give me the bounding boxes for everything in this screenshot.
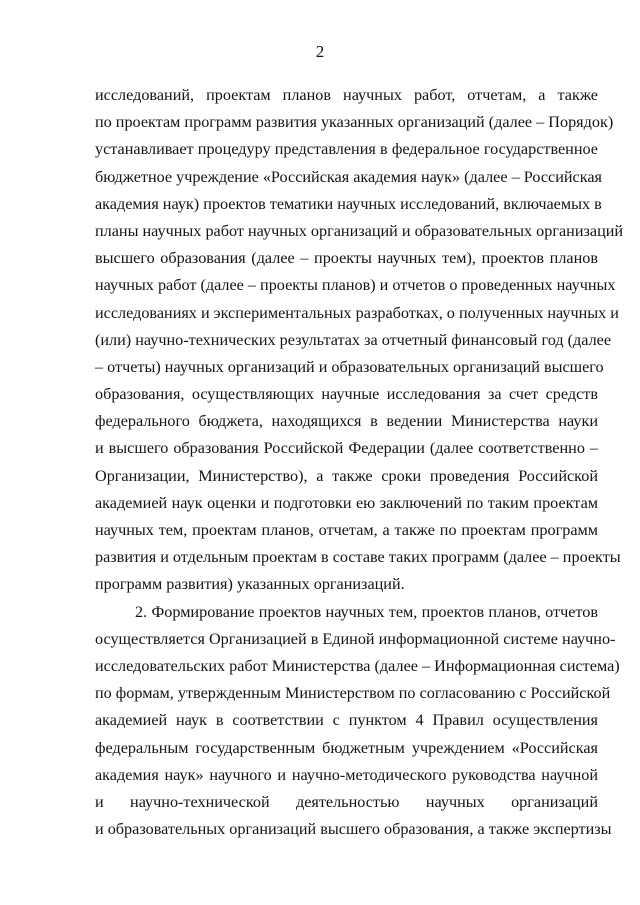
text-line: исследованиях и экспериментальных разработках, о полученных научных и — [95, 303, 619, 322]
text-line: и научно-технической деятельностью научных организаций — [95, 792, 598, 811]
text-line: осуществляется Организацией в Единой информационной системе научно- — [95, 629, 616, 648]
text-line: (или) научно-технических результатах за отчетный финансовый год (далее — [95, 330, 612, 349]
text-line: и образовательных организаций высшего образования, а также экспертизы — [95, 820, 612, 839]
text-line: программ развития) указанных организаций. — [95, 575, 405, 594]
text-line: исследовательских работ Министерства (далее – Информационная система) — [95, 656, 620, 675]
text-line: образования, осуществляющих научные исследования за счет средств — [95, 385, 598, 404]
text-line: и высшего образования Российской Федерации (далее соответственно – — [95, 439, 598, 458]
text-line: бюджетное учреждение «Российская академия наук» (далее – Российская — [95, 167, 602, 186]
text-line: академией наук оценки и подготовки ею заключений по таким проектам — [95, 493, 598, 512]
text-line: 2. Формирование проектов научных тем, проектов планов, отчетов — [135, 602, 598, 621]
text-line: научных работ (далее – проекты планов) и отчетов о проведенных научных — [95, 276, 616, 295]
text-line: – отчеты) научных организаций и образовательных организаций высшего — [95, 357, 604, 376]
text-line: академией наук в соответствии с пунктом 4 Правил осуществления — [95, 711, 598, 730]
text-line: развития и отдельным проектам в составе таких программ (далее – проекты — [95, 548, 621, 567]
page-number: 2 — [315, 42, 325, 61]
text-line: высшего образования (далее – проекты научных тем), проектов планов — [95, 249, 598, 268]
text-line: федерального бюджета, находящихся в ведении Министерства науки — [95, 412, 598, 431]
text-line: Организации, Министерство), а также сроки проведения Российской — [95, 466, 598, 485]
text-line: по проектам программ развития указанных организаций (далее – Порядок) — [95, 113, 614, 132]
text-line: исследований, проектам планов научных работ, отчетам, а также — [95, 86, 598, 104]
text-line: федеральным государственным бюджетным учреждением «Российская — [95, 738, 598, 757]
text-line: по формам, утвержденным Министерством по согласованию с Российской — [95, 684, 611, 703]
text-line: планы научных работ научных организаций и образовательных организаций — [95, 221, 624, 240]
paragraph-2 — [95, 599, 620, 844]
document-body — [95, 82, 624, 843]
text-line: академия наук) проектов тематики научных исследований, включаемых в — [95, 194, 602, 213]
paragraph-1 — [95, 82, 624, 599]
text-line: устанавливает процедуру представления в федеральное государственное — [95, 140, 598, 159]
text-line: академия наук» научного и научно-методического руководства научной — [95, 765, 598, 784]
text-line: научных тем, проектам планов, отчетам, а также по проектам программ — [95, 521, 598, 539]
